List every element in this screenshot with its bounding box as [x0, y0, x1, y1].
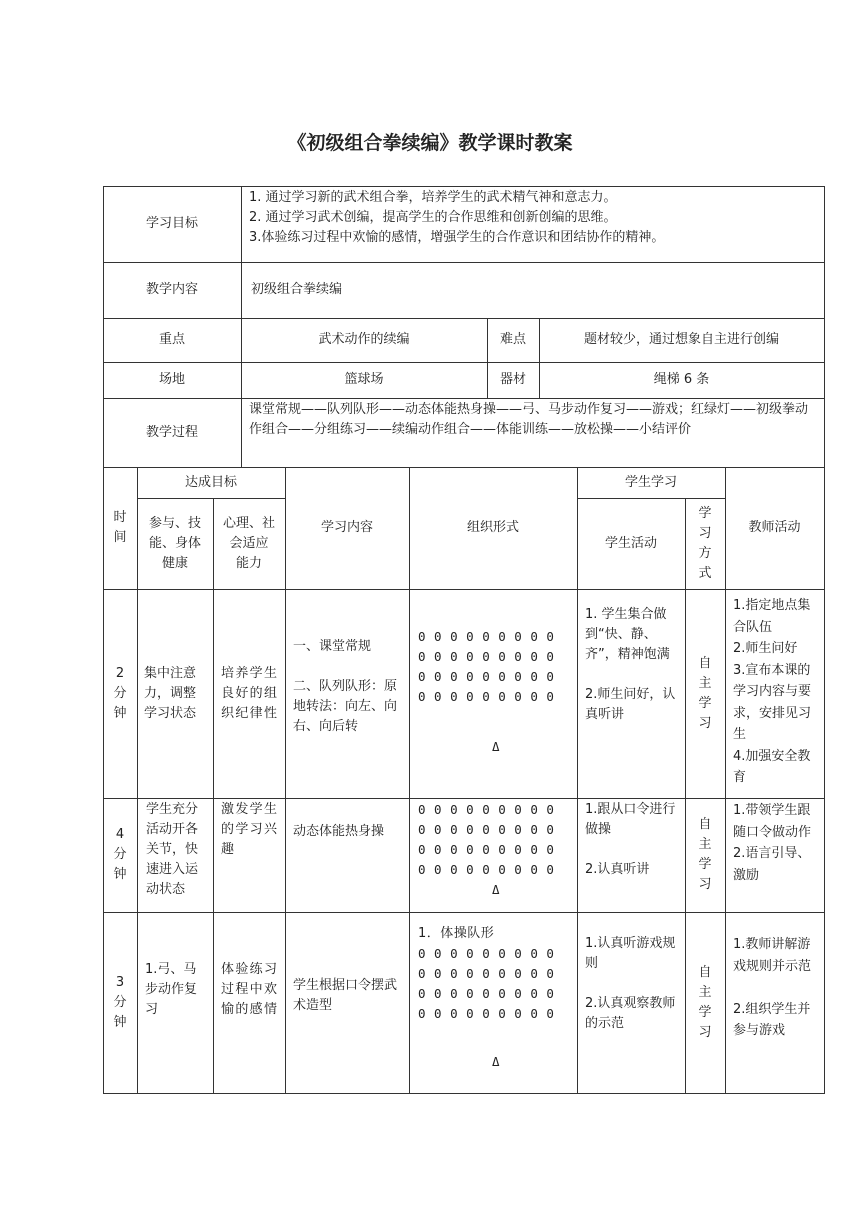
header-goal-b: 心理、社 会适应 能力	[222, 515, 275, 571]
table-border	[241, 186, 242, 467]
row3-goal-b: 体验练习过程中欢愉的感情	[221, 962, 277, 1017]
formation-line: 0 0 0 0 0 0 0 0 0	[418, 629, 555, 644]
row2-goal-a: 学生充分活动开各关节，快速进入运动状态	[146, 802, 199, 897]
row3-mode: 自 主 学 习	[698, 964, 712, 1040]
table-border	[103, 467, 825, 468]
row1-teacher: 1.指定地点集合队伍 2.师生问好 3.宣布本课的学习内容与要求，安排见习生 4.加强安全教育	[733, 598, 812, 785]
difficulty-label: 难点	[499, 332, 526, 347]
table-border	[103, 186, 104, 1094]
table-border	[103, 798, 825, 799]
row3-time: 3 分 钟	[113, 974, 127, 1030]
table-border	[137, 498, 285, 499]
header-goal-a: 参与、技 能、身体 健康	[148, 515, 201, 571]
row1-content: 一、课堂常规 二、队列队形：原地转法：向左、向右、向后转	[293, 639, 398, 734]
formation-line: 0 0 0 0 0 0 0 0 0	[418, 669, 555, 684]
table-border	[725, 467, 726, 1094]
header-content: 学习内容	[320, 520, 373, 535]
table-border	[103, 398, 825, 399]
goal-line-3: 3.体验练习过程中欢愉的感情，增强学生的合作意识和团结协作的精神。	[249, 230, 665, 245]
formation-line: 0 0 0 0 0 0 0 0 0	[418, 862, 555, 877]
table-border	[577, 498, 725, 499]
formation-line: 0 0 0 0 0 0 0 0 0	[418, 1006, 555, 1021]
table-border	[103, 1093, 825, 1094]
formation-title: 1．体操队形	[418, 926, 495, 941]
process-text: 课堂常规——队列队形——动态体能热身操——弓、马步动作复习——游戏；红绿灯——初级拳动作组合——分组练习——续编动作组合——体能训练——放松操——小结评价	[249, 402, 809, 437]
formation-line: 0 0 0 0 0 0 0 0 0	[418, 802, 555, 817]
header-teacher: 教师活动	[748, 520, 801, 535]
goal-line-2: 2. 通过学习武术创编，提高学生的合作思维和创新创编的思维。	[249, 210, 617, 225]
row2-teacher: 1.带领学生跟随口令做动作 2.语言引导、激励	[733, 803, 812, 883]
row1-org	[409, 589, 577, 798]
table-border	[103, 362, 825, 363]
page-title: 《初级组合拳续编》教学课时教案	[287, 132, 573, 154]
table-border	[685, 498, 686, 1094]
goals-text	[241, 186, 824, 262]
teacher-mark: Δ	[492, 739, 501, 754]
goal-line-1: 1. 通过学习新的武术组合拳，培养学生的武术精气神和意志力。	[249, 190, 617, 205]
row1-time: 2 分 钟	[113, 665, 127, 721]
header-student-activity: 学生活动	[604, 535, 657, 551]
equipment-label: 器材	[499, 372, 526, 387]
row2-content: 动态体能热身操	[293, 824, 385, 839]
row3-org	[409, 912, 577, 1093]
process-label: 教学过程	[145, 424, 198, 440]
table-border	[824, 186, 825, 1094]
venue-text: 篮球场	[344, 372, 384, 387]
table-border	[487, 318, 488, 398]
row3-content: 学生根据口令摆武术造型	[293, 978, 398, 1013]
table-border	[213, 498, 214, 1094]
formation-line: 0 0 0 0 0 0 0 0 0	[418, 986, 555, 1001]
row1-mode: 自 主 学 习	[698, 655, 712, 731]
row2-org	[409, 798, 577, 912]
table-border	[103, 912, 825, 913]
row1-goal-a: 集中注意力，调整学习状态	[144, 665, 197, 721]
key-text: 武术动作的续编	[318, 332, 410, 347]
formation-line: 0 0 0 0 0 0 0 0 0	[418, 842, 555, 857]
row2-goal-b: 激发学生的学习兴趣	[221, 802, 277, 857]
header-time: 时 间	[113, 510, 127, 545]
row3-teacher: 1.教师讲解游戏规则并示范 2.组织学生并参与游戏	[733, 937, 812, 1038]
row2-student: 1.跟从口令进行做操 2.认真听讲	[585, 802, 676, 877]
content-text: 初级组合拳续编	[251, 282, 343, 297]
table-border	[103, 318, 825, 319]
goals-label: 学习目标	[145, 216, 198, 231]
row1-student: 1. 学生集合做到“快、静、齐”，精神饱满 2.师生问好，认真听讲	[585, 607, 676, 722]
header-student-group: 学生学习	[624, 474, 677, 490]
row3-student: 1.认真听游戏规则 2.认真观察教师的示范	[585, 936, 676, 1031]
table-border	[137, 467, 138, 1094]
formation-line: 0 0 0 0 0 0 0 0 0	[418, 689, 555, 704]
difficulty-text: 题材较少，通过想象自主进行创编	[583, 332, 779, 347]
table-border	[103, 186, 825, 187]
formation-line: 0 0 0 0 0 0 0 0 0	[418, 946, 555, 961]
venue-label: 场地	[158, 372, 185, 387]
table-border	[103, 589, 825, 590]
teacher-mark: Δ	[492, 1054, 501, 1069]
row2-time: 4 分 钟	[113, 827, 127, 882]
row2-mode: 自 主 学 习	[698, 817, 712, 892]
table-border	[103, 262, 825, 263]
formation-line: 0 0 0 0 0 0 0 0 0	[418, 966, 555, 981]
table-border	[539, 318, 540, 398]
teacher-mark: Δ	[492, 882, 501, 897]
equipment-text: 绳梯 6 条	[653, 372, 710, 387]
key-label: 重点	[158, 332, 185, 347]
formation-line: 0 0 0 0 0 0 0 0 0	[418, 649, 555, 664]
table-border	[577, 467, 578, 1094]
table-border	[285, 467, 286, 1094]
formation-line: 0 0 0 0 0 0 0 0 0	[418, 822, 555, 837]
content-label: 教学内容	[145, 282, 198, 297]
table-border	[409, 467, 410, 1094]
header-study-mode: 学 习 方 式	[698, 505, 712, 581]
header-org: 组织形式	[466, 520, 519, 535]
row1-goal-b: 培养学生良好的组织纪律性	[221, 665, 277, 721]
row3-goal-a: 1.弓、马步动作复习	[145, 962, 198, 1017]
header-goal-group: 达成目标	[184, 474, 237, 490]
